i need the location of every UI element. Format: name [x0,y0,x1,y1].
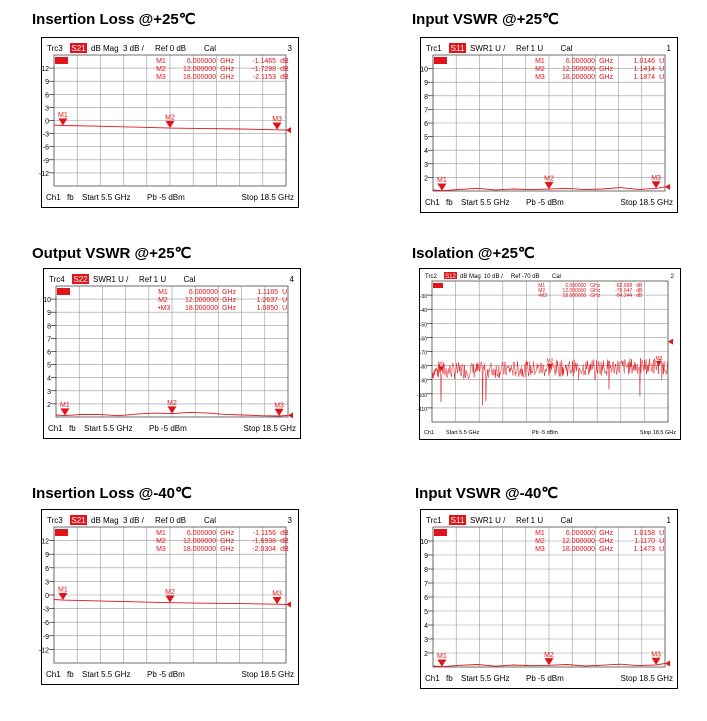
marker-triangle [166,595,175,602]
marker-id: M3 [156,546,166,553]
y-tick-label: 0 [45,593,49,600]
y-tick-label: -12 [38,647,49,655]
panel-3-heading: Isolation @+25℃ [412,245,535,262]
header-fmt: SWR [470,44,489,53]
marker-row [158,289,287,296]
marker-triangle [545,658,554,665]
marker-value: -1.1465 [252,58,277,65]
footer-start: Start 5.5 GHz [82,670,131,679]
marker-tag: M2 [167,400,177,408]
param-label: S12 [445,274,456,280]
footer-fb: fb [446,198,453,207]
y-tick-label: -3 [42,606,49,614]
channel-number: 2 [670,274,674,280]
ref-arrow [665,184,670,190]
y-tick-label: 4 [424,148,428,156]
y-tick-label: 8 [424,567,428,574]
marker-unit: GHz [590,288,601,294]
footer-channel: Ch1 [425,674,440,683]
param-label: S21 [71,44,86,53]
marker-tag: M2 [165,114,175,122]
y-tick-label: 7 [424,107,428,115]
y-tick-label: -9 [42,157,49,165]
trace-label: Trc1 [426,44,442,53]
marker-value-unit: dB [636,288,643,294]
footer-stop: Stop 18.5 GHz [241,193,294,202]
marker-id: M2 [156,66,166,73]
marker-id: M2 [156,538,166,545]
y-tick-label: 5 [424,609,428,616]
marker-tag: M1 [58,586,68,594]
marker-value-unit: U [659,58,665,65]
y-tick-label: 12 [41,538,49,546]
marker-freq: 6.000000 [186,530,217,537]
marker-freq: 18.000000 [182,74,217,81]
marker-tag: M3 [272,116,282,124]
y-tick-label: 9 [47,310,51,318]
marker-id: M1 [535,58,545,65]
marker-row [158,297,287,304]
panel-2-heading: Output VSWR @+25℃ [32,245,192,262]
marker-row [535,66,664,73]
marker-tag: M2 [546,358,554,365]
y-tick-label: -6 [42,620,49,628]
marker-freq: 12.000000 [561,66,596,73]
cal-label: Cal [551,274,561,280]
y-tick-label: 6 [47,349,51,357]
y-tick-label: 3 [45,579,49,587]
header-ref: Ref 1 U [516,516,544,525]
marker-tag: M3 [274,402,284,410]
y-tick-label: -9 [42,633,49,641]
y-tick-label: 2 [424,651,428,658]
footer-stop: Stop 18.5 GHz [243,424,296,433]
marker-value-unit: U [659,538,665,545]
ref-badge [434,529,447,536]
marker-value-unit: dB [280,546,289,553]
y-tick-label: 4 [47,375,51,383]
marker-tag: M3 [655,356,663,363]
chart-input-vswr-25c [420,37,678,213]
y-tick-label: 8 [47,323,51,331]
ref-arrow [286,127,291,133]
marker-value-unit: U [282,297,288,304]
chart-output-vswr-25c [43,268,301,439]
y-tick-label: 4 [424,623,428,630]
y-tick-label: 7 [424,581,428,588]
marker-tag: M1 [58,111,68,119]
cal-label: Cal [204,44,217,53]
y-tick-label: 9 [45,79,49,87]
y-tick-label: 6 [45,92,49,100]
footer-power: Pb -5 dBm [147,670,185,679]
footer-power: Pb -5 dBm [526,198,564,207]
header-ref: Ref 1 U [516,44,544,53]
footer-channel: Ch1 [425,198,440,207]
marker-unit: GHz [220,58,235,65]
marker-value-unit: dB [280,530,289,537]
marker-freq: 18.000000 [182,546,217,553]
marker-triangle [652,658,661,665]
header-scale: 1 U / [111,275,129,284]
marker-tag: M3 [272,590,282,598]
marker-id: M1 [538,283,546,289]
marker-value-unit: dB [280,66,289,73]
marker-freq: 6.000000 [565,58,596,65]
marker-unit: GHz [599,546,614,553]
marker-id: •M3 [158,305,171,312]
y-tick-label: -12 [38,170,49,178]
marker-id: M1 [156,58,166,65]
y-tick-label: -70 [419,350,427,357]
marker-tag: M2 [544,175,554,183]
marker-id: M1 [535,530,545,537]
marker-freq: 6.000000 [565,283,587,289]
marker-unit: GHz [220,546,235,553]
y-tick-label: -3 [42,131,49,139]
footer-channel: Ch1 [46,670,61,679]
y-tick-label: 7 [47,336,51,344]
chart-input-vswr-minus40c [420,509,678,689]
marker-value: 1.1473 [633,546,656,553]
chart-insertion-loss-minus40c [38,509,299,685]
header-fmt: dB Mag [460,274,481,280]
footer-start: Start 5.5 GHz [446,430,480,436]
y-tick-label: -100 [416,392,427,399]
footer-stop: Stop 18.5 GHz [620,198,673,207]
footer-start: Start 5.5 GHz [461,198,510,207]
marker-unit: GHz [220,530,235,537]
marker-id: M2 [535,538,545,545]
marker-value-unit: U [659,74,665,81]
header-scale: 3 dB / [123,516,144,525]
marker-triangle [168,406,177,413]
marker-unit: GHz [220,66,235,73]
marker-value: 1.1170 [634,538,656,545]
y-tick-label: 3 [424,637,428,644]
y-tick-label: 10 [420,539,428,546]
footer-power: Pb -5 dBm [149,424,187,433]
marker-value-unit: dB [280,58,289,65]
header-scale: 3 dB / [123,44,144,53]
marker-value: 1.2637 [256,297,279,304]
marker-value-unit: dB [280,74,289,81]
y-tick-label: 2 [424,175,428,183]
y-tick-label: 6 [45,565,49,573]
marker-row [535,546,664,553]
marker-freq: 12.000000 [184,297,219,304]
marker-unit: GHz [599,74,614,81]
marker-unit: GHz [222,297,237,304]
marker-value: -1.1156 [252,530,277,537]
footer-channel: Ch1 [48,424,63,433]
y-tick-label: 3 [424,161,428,169]
ref-badge [55,57,68,64]
panel-0-heading: Insertion Loss @+25℃ [32,11,196,28]
marker-freq: 6.000000 [188,289,219,296]
marker-value: 1.1165 [257,289,279,296]
marker-unit: GHz [590,283,601,289]
marker-value: -79.647 [615,288,633,294]
marker-triangle [437,660,446,667]
panel-5-heading: Input VSWR @-40℃ [415,485,559,502]
footer-start: Start 5.5 GHz [461,674,510,683]
marker-value: 1.0158 [633,530,656,537]
y-tick-label: 9 [45,552,49,560]
param-label: S11 [450,516,465,525]
chart-insertion-loss-25c [38,37,299,208]
footer-power: Pb -5 dBm [532,430,558,436]
ref-badge [55,529,68,536]
marker-freq: 18.000000 [562,293,587,299]
footer-stop: Stop 18.5 GHz [620,674,673,683]
marker-row [535,538,664,545]
channel-number: 1 [666,516,671,525]
header-fmt: SWR [470,516,489,525]
ref-badge [434,57,447,64]
cal-label: Cal [560,44,573,53]
panel-1-heading: Input VSWR @+25℃ [412,11,559,28]
footer-fb: fb [69,424,76,433]
y-tick-label: 3 [45,105,49,113]
marker-value: 1.1874 [633,74,656,81]
marker-id: M1 [158,289,168,296]
cal-label: Cal [204,516,217,525]
marker-freq: 12.000000 [562,288,587,294]
chart-svg-3 [416,269,680,439]
ref-arrow [668,339,673,345]
y-tick-label: -50 [419,322,427,329]
marker-value: -2.0304 [252,546,277,553]
channel-number: 3 [287,44,292,53]
y-tick-label: 10 [43,297,51,305]
marker-value: -1.7298 [252,66,277,73]
footer-channel: Ch1 [424,430,435,436]
marker-value-unit: dB [636,293,643,299]
marker-freq: 18.000000 [561,74,596,81]
marker-row [156,530,289,537]
marker-triangle [545,182,554,189]
footer-fb: fb [446,674,453,683]
chart-svg-2 [44,269,300,438]
y-tick-label: 3 [47,388,51,396]
marker-value-unit: U [282,289,288,296]
chart-isolation-25c [416,268,681,440]
footer-fb: fb [67,670,74,679]
y-tick-label: -110 [417,406,427,413]
marker-triangle [58,118,67,125]
marker-id: M3 [535,74,545,81]
marker-unit: GHz [222,289,237,296]
marker-row [538,293,643,299]
marker-triangle [275,409,284,416]
marker-tag: M1 [437,177,447,185]
marker-freq: 12.000000 [561,538,596,545]
chart-svg-0 [38,38,298,207]
ref-badge [433,283,443,288]
footer-start: Start 5.5 GHz [82,193,131,202]
y-tick-label: -40 [419,308,427,315]
footer-start: Start 5.5 GHz [84,424,133,433]
channel-number: 4 [289,275,294,284]
footer-stop: Stop 18.5 GHz [241,670,294,679]
param-label: S21 [71,516,86,525]
trace-label: Trc4 [49,275,65,284]
marker-id: M2 [158,297,168,304]
marker-value: 1.0850 [256,305,279,312]
marker-triangle [437,184,446,191]
marker-value-unit: U [659,66,665,73]
trace-label: Trc3 [47,516,63,525]
marker-id: M3 [535,546,545,553]
marker-unit: GHz [599,538,614,545]
chart-svg-4 [38,510,298,684]
marker-triangle [652,181,661,188]
marker-row [156,74,289,81]
marker-row [535,58,664,65]
marker-row [535,74,664,81]
y-tick-label: 6 [424,595,428,602]
marker-row [156,66,289,73]
marker-value: 1.1414 [633,66,656,73]
marker-id: M1 [156,530,166,537]
y-tick-label: 5 [47,362,51,370]
header-fmt: dB Mag [91,44,119,53]
cal-label: Cal [183,275,196,284]
marker-value-unit: U [282,305,288,312]
y-tick-label: 2 [47,401,51,409]
grid [433,527,665,667]
marker-value-unit: dB [280,538,289,545]
marker-value: -1.6938 [252,538,277,545]
marker-value: -2.1153 [252,74,277,81]
marker-unit: GHz [599,530,614,537]
marker-freq: 6.000000 [186,58,217,65]
marker-unit: GHz [220,74,235,81]
ref-arrow [665,661,670,667]
marker-freq: 12.000000 [182,538,217,545]
cal-label: Cal [560,516,573,525]
ref-arrow [288,412,293,418]
marker-value-unit: dB [636,283,643,289]
header-scale: 1 U / [488,44,506,53]
marker-id: M3 [156,74,166,81]
marker-tag: M3 [651,174,661,182]
header-fmt: SWR [93,275,112,284]
marker-value-unit: U [659,546,665,553]
channel-number: 3 [287,516,292,525]
y-tick-label: 9 [424,80,428,88]
footer-power: Pb -5 dBm [147,193,185,202]
header-scale: 10 dB / [483,274,503,280]
marker-row [156,58,289,65]
y-tick-label: 8 [424,93,428,101]
marker-unit: GHz [599,58,614,65]
marker-triangle [58,593,67,600]
panel-4-heading: Insertion Loss @-40℃ [32,485,192,502]
marker-tag: M1 [437,361,445,368]
header-ref: Ref 0 dB [155,516,187,525]
marker-unit: GHz [590,293,601,299]
marker-tag: M1 [60,402,70,410]
marker-triangle [60,408,69,415]
marker-value-unit: U [659,530,665,537]
header-ref: Ref -70 dB [510,274,540,280]
marker-freq: 18.000000 [184,305,219,312]
param-label: S11 [450,44,465,53]
y-tick-label: -90 [419,378,427,385]
footer-channel: Ch1 [46,193,61,202]
footer-stop: Stop 18.5 GHz [639,430,676,436]
trace-label: Trc1 [426,516,442,525]
y-tick-label: -30 [419,294,427,301]
trace-label: Trc3 [47,44,63,53]
marker-freq: 18.000000 [561,546,596,553]
marker-value: -84.244 [615,293,633,299]
y-tick-label: -60 [419,336,427,343]
header-scale: 1 U / [488,516,506,525]
param-label: S22 [73,275,88,284]
marker-triangle [166,121,175,128]
header-fmt: dB Mag [91,516,119,525]
y-tick-label: -6 [42,144,49,152]
marker-tag: M2 [544,651,554,659]
footer-fb: fb [67,193,74,202]
marker-triangle [273,123,282,130]
chart-svg-5 [421,510,677,688]
y-tick-label: 10 [420,66,428,74]
marker-tag: M3 [651,651,661,659]
marker-unit: GHz [220,538,235,545]
y-tick-label: 0 [45,118,49,126]
grid [56,286,288,417]
ref-badge [57,288,70,295]
marker-id: •M3 [538,293,547,299]
marker-value: -83.698 [615,283,633,289]
marker-value: 1.0146 [633,58,656,65]
marker-tag: M1 [437,653,447,661]
ref-arrow [286,602,291,608]
marker-tag: M2 [165,589,175,597]
marker-freq: 6.000000 [565,530,596,537]
marker-row [156,538,289,545]
y-tick-label: 6 [424,121,428,128]
marker-row [158,305,287,312]
chart-svg-1 [421,38,677,212]
marker-unit: GHz [222,305,237,312]
header-ref: Ref 0 dB [155,44,187,53]
trace-label: Trc2 [425,274,437,280]
marker-id: M2 [538,288,546,294]
header-ref: Ref 1 U [139,275,167,284]
y-tick-label: 9 [424,553,428,560]
marker-row [535,530,664,537]
channel-number: 1 [666,44,671,53]
marker-id: M2 [535,66,545,73]
marker-row [156,546,289,553]
footer-power: Pb -5 dBm [526,674,564,683]
y-tick-label: 12 [41,66,49,74]
marker-triangle [273,597,282,604]
marker-unit: GHz [599,66,614,73]
y-tick-label: 5 [424,134,428,142]
marker-freq: 12.000000 [182,66,217,73]
y-tick-label: -80 [419,364,427,371]
grid [433,55,665,191]
grid [432,281,668,422]
